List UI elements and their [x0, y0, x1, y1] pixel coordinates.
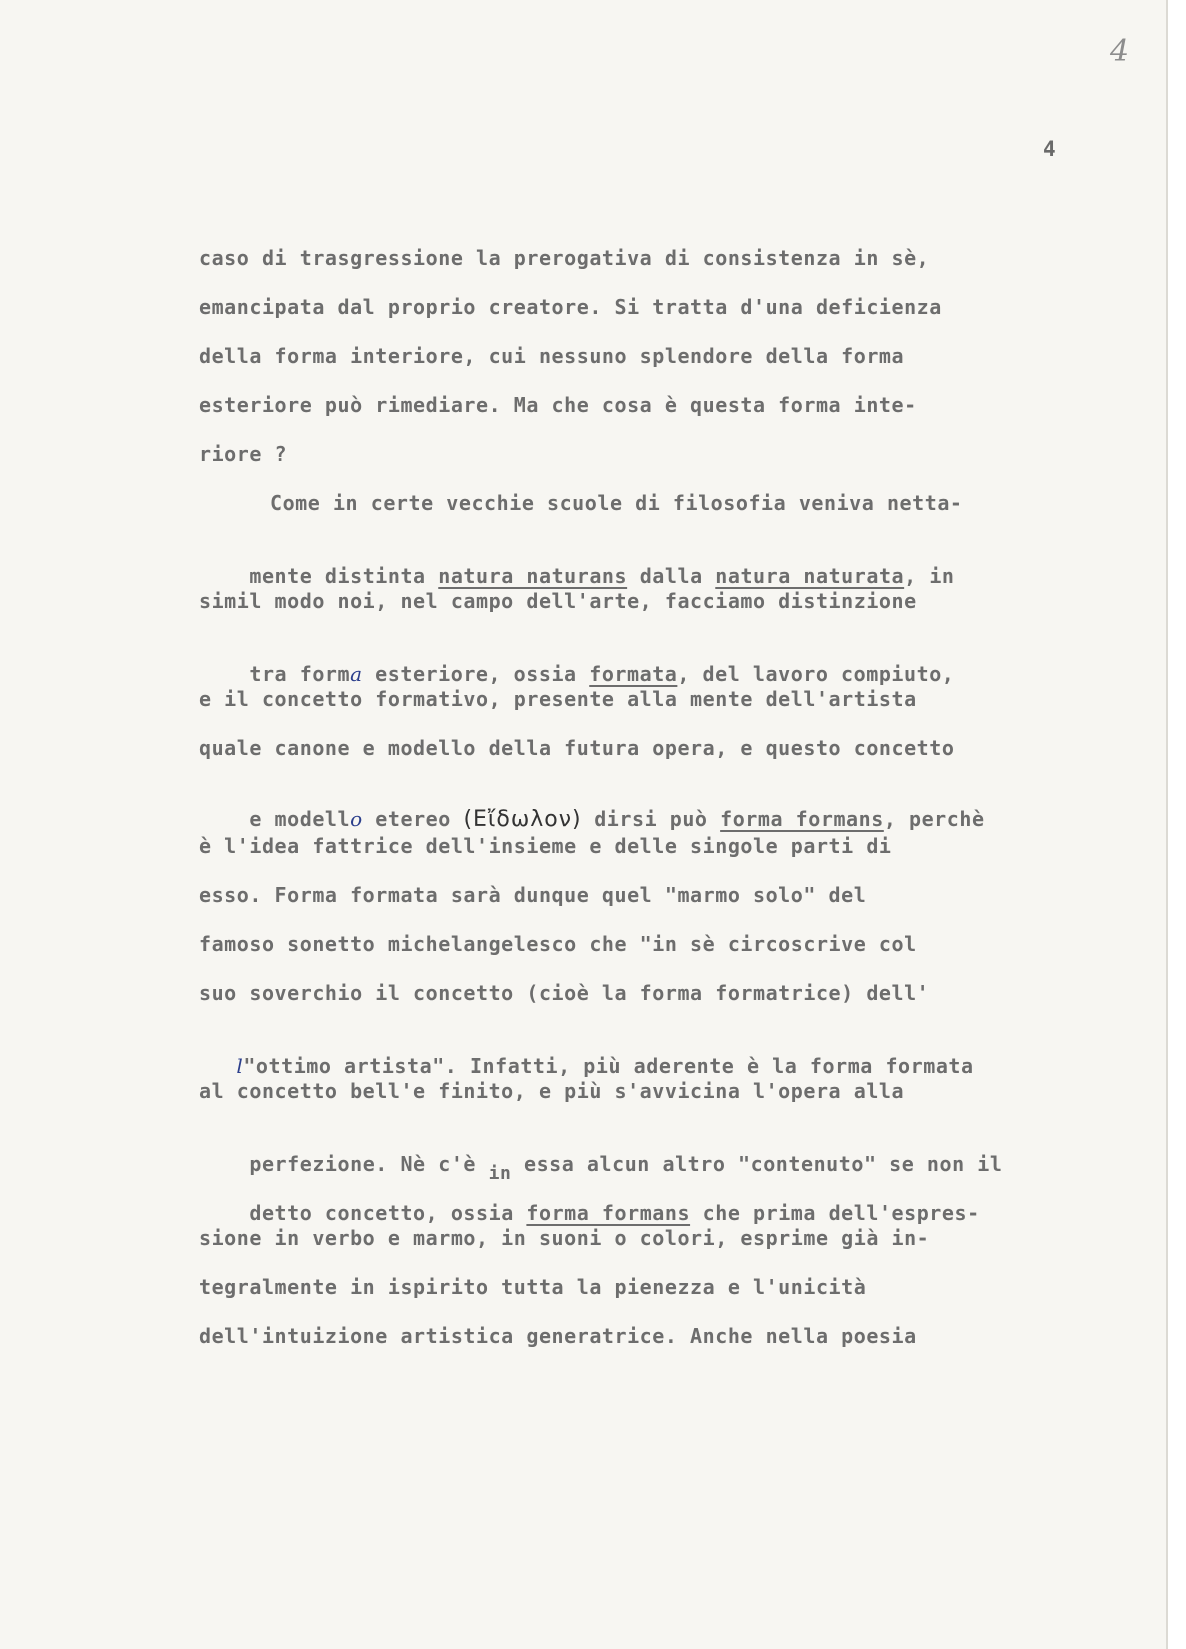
text-line: della forma interiore, cui nessuno splendore della forma	[199, 344, 905, 368]
underlined-term: formata	[589, 662, 678, 686]
text-segment: etereo	[362, 807, 464, 831]
text-line: sione in verbo e marmo, in suoni o colori, esprime già in-	[199, 1226, 930, 1250]
text-segment: e modell	[249, 807, 351, 831]
text-line: esso. Forma formata sarà dunque quel "marmo solo" del	[199, 883, 867, 907]
text-line: quale canone e modello della futura opera, e questo concetto	[199, 736, 955, 760]
text-line: al concetto bell'e finito, e più s'avvicina l'opera alla	[199, 1079, 905, 1103]
typed-insertion: in	[488, 1163, 512, 1184]
text-line: caso di trasgressione la prerogativa di consistenza in sè,	[199, 246, 930, 270]
handwritten-greek-gloss: (Εἴδωλον)	[463, 807, 582, 832]
text-segment: essa alcun altro "contenuto" se non il	[511, 1152, 1003, 1176]
text-line: è l'idea fattrice dell'insieme e delle singole parti di	[199, 834, 892, 858]
text-line: simil modo noi, nel campo dell'arte, facciamo distinzione	[199, 589, 917, 613]
text-line: emancipata dal proprio creatore. Si tratta d'una deficienza	[199, 295, 942, 319]
handwritten-sheet-number: 4	[1110, 34, 1130, 69]
handwritten-correction: a	[350, 662, 363, 686]
text-line: tegralmente in ispirito tutta la pienezza e l'unicità	[199, 1275, 867, 1299]
text-line: esteriore può rimediare. Ma che cosa è questa forma inte-	[199, 393, 917, 417]
text-line: famoso sonetto michelangelesco che "in sè circoscrive col	[199, 932, 917, 956]
text-line: suo soverchio il concetto (cioè la forma formatrice) dell'	[199, 981, 930, 1005]
text-segment: dalla	[627, 564, 716, 588]
text-segment: , in	[904, 564, 955, 588]
underlined-term: forma formans	[720, 807, 884, 831]
text-segment: , perchè	[883, 807, 985, 831]
background-edge	[1168, 0, 1186, 1649]
text-line: dell'intuizione artistica generatrice. Anche nella poesia	[199, 1324, 917, 1348]
text-segment: che prima dell'espres-	[690, 1201, 980, 1225]
text-segment: esteriore, ossia	[362, 662, 590, 686]
text-line: Come in certe vecchie scuole di filosofia veniva netta-	[270, 491, 963, 515]
handwritten-correction: o	[350, 807, 363, 831]
text-segment: detto concetto, ossia	[249, 1201, 527, 1225]
text-segment: "ottimo artista". Infatti, più aderente è la forma formata	[243, 1054, 974, 1078]
text-segment: dirsi può	[581, 807, 721, 831]
text-segment: , del lavoro compiuto,	[677, 662, 955, 686]
text-line: riore ?	[199, 442, 288, 466]
underlined-term: natura naturans	[438, 564, 628, 588]
text-segment: perfezione. Nè c'è	[249, 1152, 489, 1176]
page-number: 4	[1043, 137, 1056, 161]
text-line: e il concetto formativo, presente alla mente dell'artista	[199, 687, 917, 711]
text-segment: mente distinta	[249, 564, 439, 588]
handwritten-correction: l	[236, 1054, 244, 1078]
text-segment: tra form	[249, 662, 351, 686]
underlined-term: natura naturata	[715, 564, 905, 588]
underlined-term: forma formans	[526, 1201, 691, 1225]
